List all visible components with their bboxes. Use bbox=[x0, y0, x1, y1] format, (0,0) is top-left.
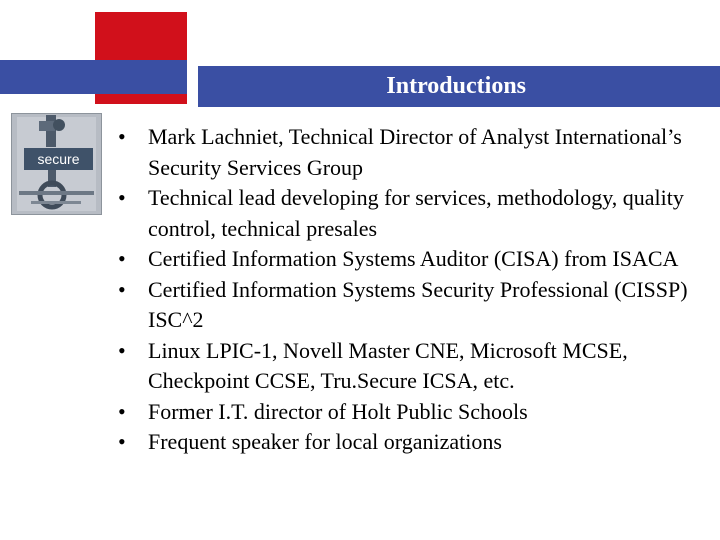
slide-title: Introductions bbox=[386, 73, 526, 99]
list-item bbox=[114, 183, 704, 244]
header-bar-left bbox=[0, 60, 187, 94]
list-item bbox=[114, 336, 704, 397]
bullet-text: Technical lead developing for services, methodology, quality control, technical presales bbox=[148, 185, 684, 241]
bullet-text: Certified Information Systems Security Professional (CISSP) ISC^2 bbox=[148, 276, 688, 332]
image-frame bbox=[11, 113, 102, 215]
secure-label: secure bbox=[24, 148, 93, 170]
list-item bbox=[114, 244, 704, 275]
bullet-text: Certified Information Systems Auditor (CISA) from ISACA bbox=[148, 246, 679, 271]
list-item bbox=[114, 275, 704, 336]
bullet-dot-icon: • bbox=[118, 337, 126, 363]
list-item bbox=[114, 122, 704, 183]
bullet-dot-icon: • bbox=[118, 124, 126, 149]
secure-key-image bbox=[11, 113, 102, 215]
bullet-list bbox=[114, 122, 704, 458]
bullet-dot-icon: • bbox=[118, 276, 126, 302]
bullet-dot-icon: • bbox=[118, 429, 126, 454]
list-item bbox=[114, 397, 704, 428]
bullet-text: Former I.T. director of Holt Public Schools bbox=[148, 398, 528, 424]
bullet-text: Linux LPIC-1, Novell Master CNE, Microsoft MCSE, Checkpoint CCSE, Tru.Secure ICSA, etc. bbox=[148, 337, 628, 393]
list-item bbox=[114, 427, 704, 458]
bullet-dot-icon: • bbox=[118, 398, 126, 424]
bullet-dot-icon: • bbox=[118, 185, 126, 210]
bullet-text: Frequent speaker for local organizations bbox=[148, 429, 502, 454]
bullet-dot-icon: • bbox=[118, 246, 126, 271]
bullet-text: Mark Lachniet, Technical Director of Analyst International’s Security Services Group bbox=[148, 124, 682, 180]
